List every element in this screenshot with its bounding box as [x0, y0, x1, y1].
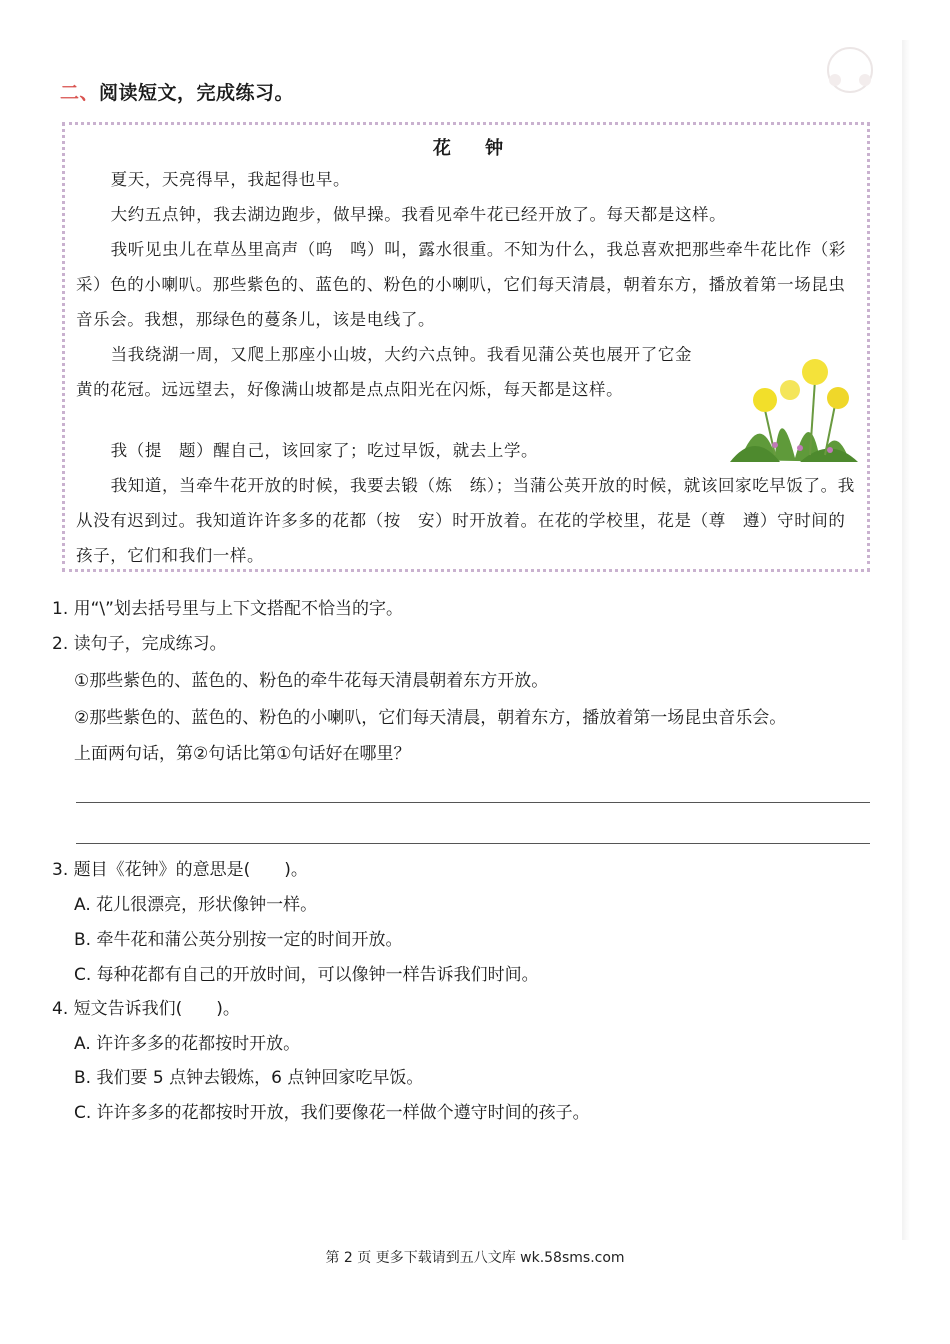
question-2: 2. 读句子，完成练习。: [52, 634, 227, 654]
passage-paragraph-3: 我听见虫儿在草丛里高声（呜 鸣）叫，露水很重。不知为什么，我总喜欢把那些牵牛花比作（彩 采）色的小喇叭。那些紫色的、蓝色的、粉色的小喇叭，它们每天清晨，朝着东方，播放着第一场昆虫音乐会。我想，那绿色的蔓条儿，该是电线了。: [76, 240, 864, 329]
passage-paragraph-4: 当我绕湖一周，又爬上那座小山坡，大约六点钟。我看见蒲公英也展开了它金黄的花冠。远远望去，好像满山坡都是点点阳光在闪烁，每天都是这样。: [76, 345, 693, 399]
corner-decoration-icon: [800, 40, 900, 110]
passage-paragraph-6: 我知道，当牵牛花开放的时候，我要去锻（炼 练）；当蒲公英开放的时候，就该回家吃早饭了。我从没有迟到过。我知道许许多多的花都（按 安）时开放着。在花的学校里，花是（尊 遵）守时间的孩子，它们和我们一样。: [76, 476, 855, 565]
passage-paragraph-1: 夏天，天亮得早，我起得也早。: [110, 170, 351, 189]
question-2-sentence-2: ②那些紫色的、蓝色的、粉色的小喇叭，它们每天清晨，朝着东方，播放着第一场昆虫音乐会。: [74, 708, 787, 728]
question-4: 4. 短文告诉我们( )。: [52, 999, 240, 1019]
section-title: 阅读短文，完成练习。: [99, 82, 295, 104]
question-3: 3. 题目《花钟》的意思是( )。: [52, 860, 308, 880]
question-4-option-a[interactable]: A. 许许多多的花都按时开放。: [74, 1034, 301, 1054]
answer-line-1[interactable]: [76, 802, 870, 803]
question-4-option-b[interactable]: B. 我们要 5 点钟去锻炼，6 点钟回家吃早饭。: [74, 1068, 424, 1088]
section-heading: [60, 78, 294, 105]
question-3-option-a[interactable]: A. 花儿很漂亮，形状像钟一样。: [74, 895, 318, 915]
answer-line-2[interactable]: [76, 843, 870, 844]
passage-paragraph-5: 我（提 题）醒自己，该回家了；吃过早饭，就去上学。: [110, 441, 539, 460]
question-4-option-c[interactable]: C. 许许多多的花都按时开放，我们要像花一样做个遵守时间的孩子。: [74, 1103, 590, 1123]
question-2-prompt: 上面两句话，第②句话比第①句话好在哪里？: [74, 744, 411, 764]
question-1: 1. 用“\”划去括号里与上下文搭配不恰当的字。: [52, 599, 403, 619]
question-2-sentence-1: ①那些紫色的、蓝色的、粉色的牵牛花每天清晨朝着东方开放。: [74, 671, 549, 691]
passage-title: 花 钟: [432, 138, 518, 159]
question-3-option-c[interactable]: C. 每种花都有自己的开放时间，可以像钟一样告诉我们时间。: [74, 965, 539, 985]
dandelion-illustration: [720, 350, 860, 470]
passage-paragraph-2: 大约五点钟，我去湖边跑步，做早操。我看见牵牛花已经开放了。每天都是这样。: [110, 205, 727, 224]
page-edge-shadow: [902, 40, 910, 1240]
section-number: 二、: [60, 82, 100, 104]
page-footer: 第 2 页 更多下载请到五八文库 wk.58sms.com: [325, 1250, 625, 1266]
question-3-option-b[interactable]: B. 牵牛花和蒲公英分别按一定的时间开放。: [74, 930, 403, 950]
